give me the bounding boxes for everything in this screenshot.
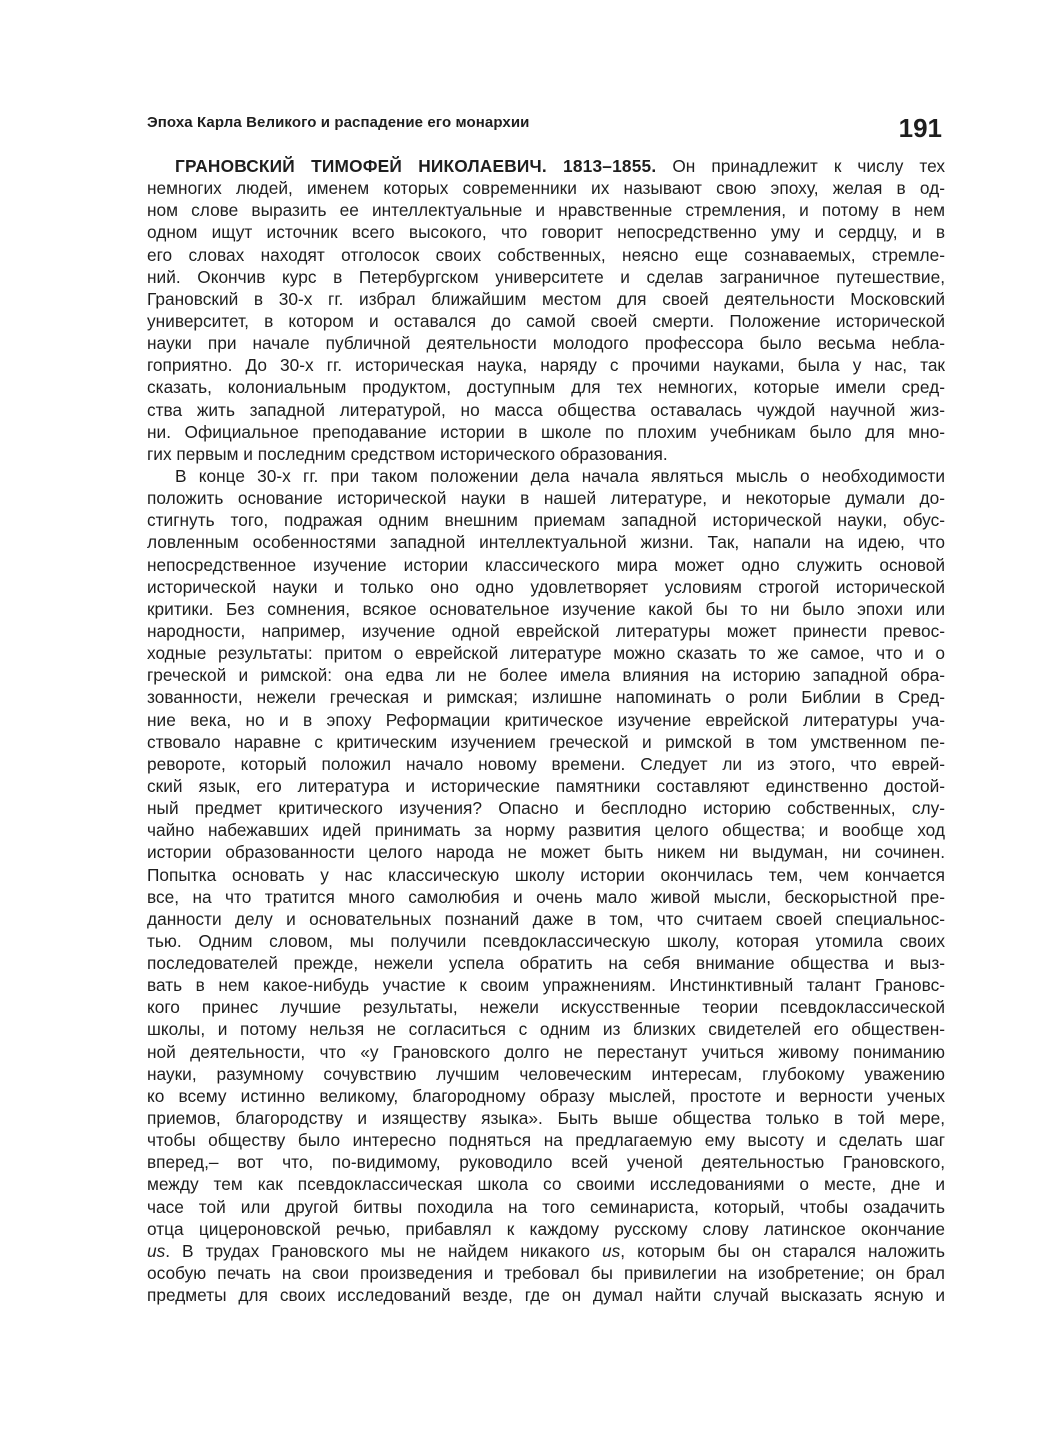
text-line: Попытка основать у нас классическую школу истории окончилась тем, чем кончается	[147, 864, 945, 885]
text-line: университет, в котором и оставался до самой своей смерти. Положение исторической	[147, 310, 945, 331]
text-line: ние века, но и в эпоху Реформации критическое изучение еврейской литературы уча-	[147, 709, 945, 730]
text-line: ревороте, который положил начало новому времени. Следует ли из этого, что еврей-	[147, 753, 945, 774]
text-line: науки, разумному сочувствию лучшим человеческим интересам, глубокому уважению	[147, 1063, 945, 1084]
text-line: ствовало наравне с критическим изучением греческой и римской в том умственном пе-	[147, 731, 945, 752]
text-line: ний. Окончив курс в Петербургском университете и сделав заграничное путешествие,	[147, 266, 945, 287]
text-line: гоприятно. До 30-х гг. историческая наука, наряду с прочими науками, была у нас, так	[147, 355, 945, 376]
text-line: между тем как псевдоклассическая школа со своими исследованиями о месте, дне и	[147, 1174, 945, 1195]
text-line: ловленным особенностями западной интеллектуальной жизни. Так, напали на идею, что	[147, 532, 945, 553]
text-line: школы, и потому нельзя не согласиться с одним из близких свидетелей его обществен-	[147, 1019, 945, 1040]
text-line: зованности, нежели греческая и римская; излишне напоминать о роли Библии в Сред-	[147, 687, 945, 708]
text-line: одном ищут источник всего высокого, что говорит непосредственно уму и сердцу, и в	[147, 222, 945, 243]
text-line: ной деятельности, что «у Грановского долго не перестанут учиться живому пониманию	[147, 1041, 945, 1062]
text-line: данности делу и основательных познаний даже в том, что считаем своей специальнос-	[147, 908, 945, 929]
text-line: кого принес лучшие результаты, нежели искусственные теории псевдоклассической	[147, 997, 945, 1018]
text-line: истории образованности целого народа не может быть никем ни выдуман, ни сочинен.	[147, 842, 945, 863]
text-line: науки при начале публичной деятельности молодого профессора было весьма небла-	[147, 333, 945, 354]
text-line: критики. Без сомнения, всякое основательное изучение какой бы то ни было эпохи или	[147, 598, 945, 619]
text-line: положить основание исторической науки в нашей литературе, и некоторые думали до-	[147, 488, 945, 509]
text-line: особую печать на свои произведения и требовал бы привилегии на изобретение; он брал	[147, 1263, 945, 1284]
text-line: часе той или другой битвы походила на того семинариста, который, чтобы озадачить	[147, 1196, 945, 1217]
text-line: сказать, колониальным продуктом, доступным для тех немногих, которые имели сред-	[147, 377, 945, 398]
text-line: тью. Одним словом, мы получили псевдоклассическую школу, которая утомила своих	[147, 930, 945, 951]
text-line: вперед,– вот что, по-видимому, руководило всей ученой деятельностью Грановского,	[147, 1152, 945, 1173]
text-line: вать в нем какое-нибудь участие к своим упражнениям. Инстинктивный талант Грановс-	[147, 975, 945, 996]
text-line: последователей прежде, нежели успела обратить на себя внимание общества и выз-	[147, 953, 945, 974]
text-line: исторической науки и только оно одно удовлетворяет условиям строгой исторической	[147, 576, 945, 597]
italic-word: us	[602, 1240, 621, 1261]
text-line: ном слове выразить ее интеллектуальные и нравственные стремления, и потому в нем	[147, 200, 945, 221]
text-line: ный предмет критического изучения? Опасно и бесплодно историю собственных, слу-	[147, 798, 945, 819]
text-line: его словах находят отголосок своих собственных, неясно еще сознаваемых, стремле-	[147, 244, 945, 265]
body-text	[147, 155, 945, 1306]
text-line: ский язык, его литература и исторические памятники составляют единственно достой-	[147, 775, 945, 796]
text-line: предметы для своих исследований везде, где он думал найти случай высказать ясную и	[147, 1285, 945, 1306]
text-line: стигнуть того, подражая одним внешним приемам западной исторической науки, обус-	[147, 510, 945, 531]
text-line: us. В трудах Грановского мы не найдем никакого us, которым бы он старался наложить	[147, 1240, 945, 1261]
italic-word: us	[147, 1240, 166, 1261]
text-line: В конце 30-х гг. при таком положении дела начала являться мысль о необходимости	[175, 465, 945, 486]
text-line: чайно набежавших идей принимать за норму развития целого общества; и вообще ход	[147, 820, 945, 841]
text-line: ства жить западной литературой, но масса общества оставалась чуждой научной жиз-	[147, 399, 945, 420]
text-line: ко всему истинно великому, благородному образу мыслей, простоте и верности ученых	[147, 1085, 945, 1106]
text-line: ни. Официальное преподавание истории в школе по плохим учебникам было для мно-	[147, 421, 945, 442]
text-line: народности, например, изучение одной еврейской литературы может принести превос-	[147, 620, 945, 641]
text-line: ГРАНОВСКИЙ ТИМОФЕЙ НИКОЛАЕВИЧ. 1813–1855. Он принадлежит к числу тех	[175, 156, 946, 176]
text-line: отца цицероновской речью, прибавлял к каждому русскому слову латинское окончание	[147, 1218, 945, 1239]
entry-title: ГРАНОВСКИЙ ТИМОФЕЙ НИКОЛАЕВИЧ. 1813–1855.	[175, 156, 657, 176]
text-line: греческой и римской: она едва ли не более имела влияния на историю западной обра-	[147, 665, 945, 686]
page-number: 191	[898, 113, 942, 143]
text-line: все, на что тратится много самолюбия и очень мало живой мысли, бескорыстной пре-	[147, 886, 945, 907]
text-line: приемов, благородству и изяществу языка». Быть выше общества только в той мере,	[147, 1108, 945, 1129]
text-line: немногих людей, именем которых современники их называют свою эпоху, желая в од-	[147, 178, 945, 199]
text-line: непосредственное изучение истории классического мира может одно служить основой	[147, 554, 945, 575]
running-title: Эпоха Карла Великого и распадение его монархии	[147, 114, 530, 131]
text-line: гих первым и последним средством исторического образования.	[147, 443, 668, 464]
text-line: Грановский в 30-х гг. избрал ближайшим местом для своей деятельности Московский	[147, 288, 945, 309]
text-line: ходные результаты: притом о еврейской литературе можно сказать то же самое, что и о	[147, 643, 945, 664]
text-line: чтобы обществу было интересно подняться на предлагаемую ему высоту и сделать шаг	[147, 1130, 945, 1151]
